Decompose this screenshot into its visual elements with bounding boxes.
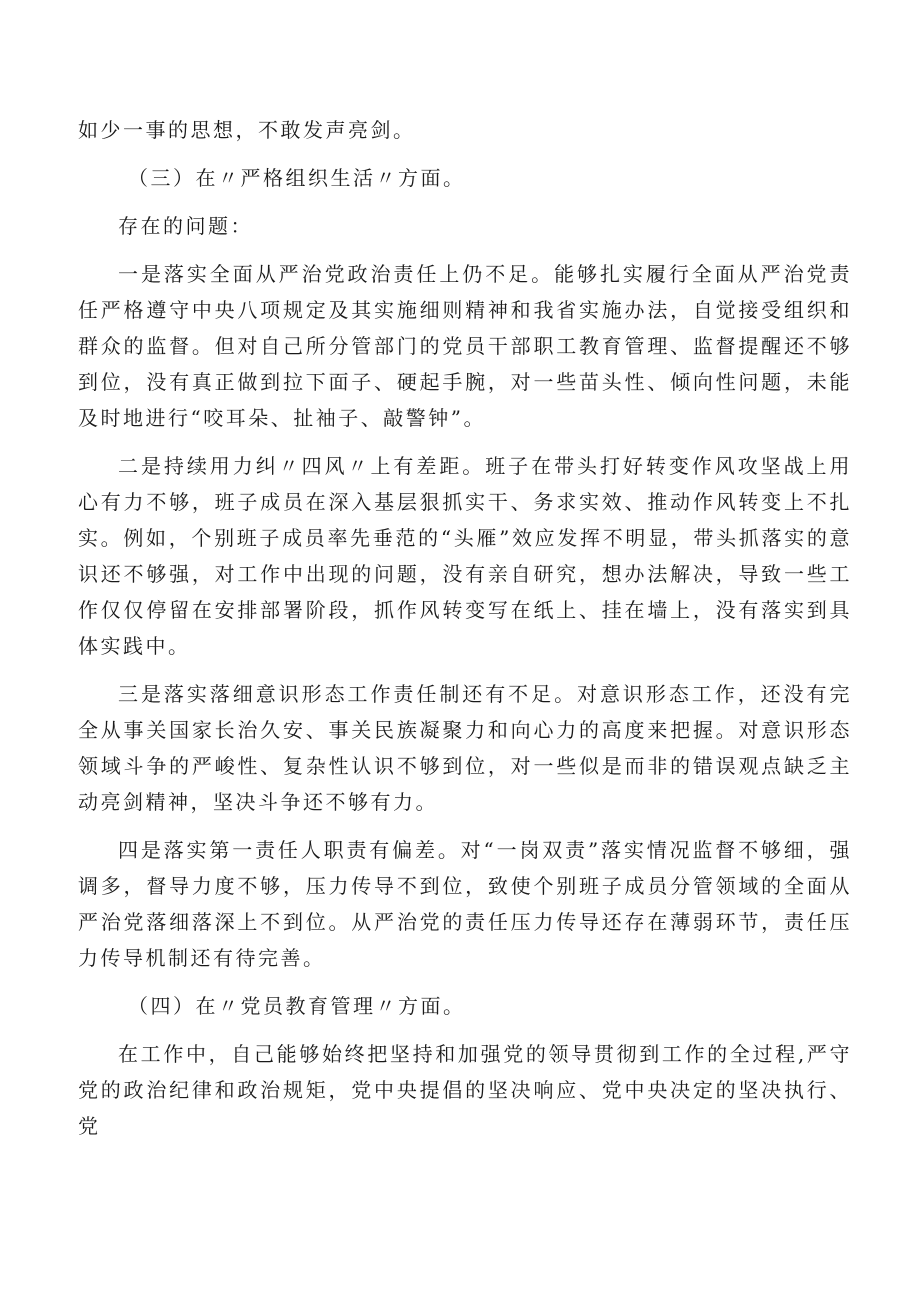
paragraph-problem-1: 一是落实全面从严治党政治责任上仍不足。能够扎实履行全面从严治党责任严格遵守中央八项规定及其实施细则精神和我省实施办法，自觉接受组织和群众的监督。但对自己所分管部门的党员干部职工教育管理、监督提醒还不够到位，没有真正做到拉下面子、硬起手腕，对一些苗头性、倾向性问题，未能及时地进行“咬耳朵、扯袖子、敲警钟”。 <box>78 262 852 430</box>
paragraph-problem-2: 二是持续用力纠〃四风〃上有差距。班子在带头打好转变作风攻坚战上用心有力不够，班子成员在深入基层狠抓实干、务求实效、推动作风转变上不扎实。例如，个别班子成员率先垂范的“头雁”效应发挥不明显，带头抓落实的意识还不够强，对工作中出现的问题，没有亲自研究，想办法解决，导致一些工作仅仅停留在安排部署阶段，抓作风转变写在纸上、挂在墙上，没有落实到具体实践中。 <box>78 454 852 658</box>
section-heading-3: （三）在〃严格组织生活〃方面。 <box>128 166 466 190</box>
paragraph-problem-3: 三是落实落细意识形态工作责任制还有不足。对意识形态工作，还没有完全从事关国家长治久安、事关民族凝聚力和向心力的高度来把握。对意识形态领域斗争的严峻性、复杂性认识不够到位，对一些似是而非的错误观点缺乏主动亮剑精神，坚决斗争还不够有力。 <box>78 682 852 814</box>
problems-label: 存在的问题： <box>118 214 253 238</box>
paragraph-work: 在工作中，自己能够始终把坚持和加强党的领导贯彻到工作的全过程,严守党的政治纪律和政治规矩，党中央提倡的坚决响应、党中央决定的坚决执行、党 <box>78 1042 852 1138</box>
section-heading-4: （四）在〃党员教育管理〃方面。 <box>128 994 466 1018</box>
paragraph-problem-4: 四是落实第一责任人职责有偏差。对“一岗双责”落实情况监督不够细，强调多，督导力度不够，压力传导不到位，致使个别班子成员分管领域的全面从严治党落细落深上不到位。从严治党的责任压力传导还存在薄弱环节，责任压力传导机制还有待完善。 <box>78 838 852 970</box>
paragraph-continuation: 如少一事的思想，不敢发声亮剑。 <box>78 118 416 142</box>
document-body <box>78 112 852 1156</box>
